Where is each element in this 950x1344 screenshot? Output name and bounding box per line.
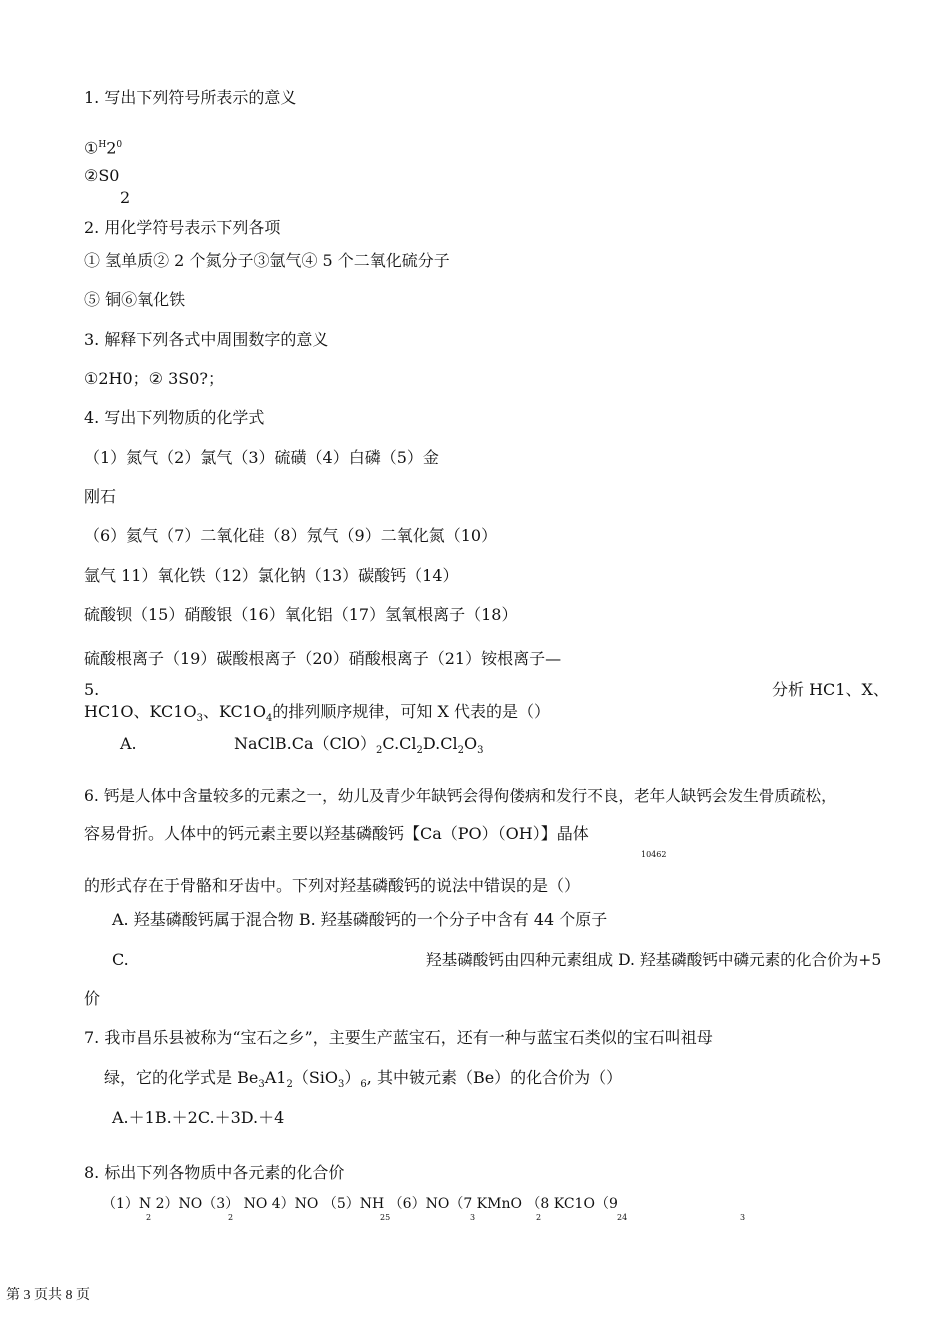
q2-line2: ⑤ 铜⑥氧化铁 bbox=[84, 290, 186, 309]
q8-title: 8. 标出下列各物质中各元素的化合价 bbox=[84, 1163, 345, 1182]
q5-opt-text: C.Cl bbox=[382, 734, 417, 753]
q1-title: 1. 写出下列符号所表示的意义 bbox=[84, 88, 297, 107]
q7-text: , 其中铍元素（Be）的化合价为（） bbox=[366, 1068, 623, 1087]
q6-line3: 的形式存在于骨骼和牙齿中。下列对羟基磷酸钙的说法中错误的是（） bbox=[84, 876, 581, 895]
q1-a-text: 2 bbox=[106, 138, 117, 158]
q7-sub: 2 bbox=[286, 1079, 293, 1091]
q5-text: 的排列顺序规律，可知 X 代表的是（） bbox=[272, 702, 550, 721]
q7-text: ） bbox=[344, 1068, 361, 1087]
q7-text: A1 bbox=[264, 1068, 287, 1087]
q8-sub: 2 bbox=[228, 1213, 234, 1222]
q6-line2: 容易骨折。人体中的钙元素主要以羟基磷酸钙【Ca（PO）（OH）】晶体 bbox=[84, 824, 589, 843]
q8-sub: 24 bbox=[617, 1213, 628, 1222]
q5-opt-sub: 2 bbox=[416, 745, 423, 757]
q7-line1: 7. 我市昌乐县被称为“宝石之乡”，主要生产蓝宝石，还有一种与蓝宝石类似的宝石叫祖母 bbox=[84, 1028, 713, 1047]
q5-opt-sub: 3 bbox=[477, 745, 484, 757]
q4-title: 4. 写出下列物质的化学式 bbox=[84, 408, 265, 427]
q1-item-a bbox=[84, 135, 122, 158]
q5-opt-text: O bbox=[463, 734, 478, 753]
q5-opt-sub: 2 bbox=[457, 745, 464, 757]
q5-number: 5. bbox=[84, 680, 100, 699]
q7-sub: 3 bbox=[338, 1079, 345, 1091]
q6-sub-digits: 10462 bbox=[641, 850, 667, 859]
q7-sub: 3 bbox=[258, 1079, 265, 1091]
q4-line: 硫酸钡（15）硝酸银（16）氧化铝（17）氢氧根离子（18） bbox=[84, 605, 518, 624]
q7-options: A.＋1B.＋2C.＋3D.＋4 bbox=[112, 1108, 285, 1127]
q1-item-b-sub: 2 bbox=[120, 188, 131, 207]
q3-title: 3. 解释下列各式中周围数字的意义 bbox=[84, 330, 329, 349]
q1-item-b: ②S0 bbox=[84, 166, 120, 185]
q4-line: 刚石 bbox=[84, 487, 117, 506]
page-footer: 第 3 页共 8 页 bbox=[6, 1288, 90, 1303]
q8-sub: 3 bbox=[470, 1213, 476, 1222]
q5-sub: 4 bbox=[266, 713, 273, 725]
q7-text: 绿，它的化学式是 Be bbox=[104, 1068, 259, 1087]
q5-option-a-label: A. bbox=[120, 734, 137, 753]
q7-line2 bbox=[104, 1068, 622, 1095]
q6-option-tail: 价 bbox=[84, 989, 101, 1008]
q6-option-cd: 羟基磷酸钙由四种元素组成 D. 羟基磷酸钙中磷元素的化合价为+5 bbox=[426, 951, 882, 969]
q5-sub: 3 bbox=[196, 713, 203, 725]
q8-sub: 2 bbox=[146, 1213, 152, 1222]
q6-line1: 6. 钙是人体中含量较多的元素之一，幼儿及青少年缺钙会得佝偻病和发行不良，老年人缺钙会发生骨质疏松， bbox=[84, 787, 837, 805]
q1-a-mark: ① bbox=[84, 138, 99, 158]
q4-line: （1）氮气（2）氯气（3）硫磺（4）白磷（5）金 bbox=[84, 448, 439, 467]
q2-line1: ① 氢单质② 2 个氮分子③氩气④ 5 个二氧化硫分子 bbox=[84, 251, 450, 270]
q8-line1: （1）N 2）NO（3） NO 4）NO （5）NH （6）NO（7 KMnO （8 KC1O（9 bbox=[102, 1196, 618, 1212]
q8-sub: 25 bbox=[380, 1213, 391, 1222]
q5-right-text: 分析 HC1、X、 bbox=[772, 680, 889, 699]
q5-line2 bbox=[84, 702, 550, 729]
q5-options bbox=[234, 734, 483, 761]
q8-sub: 3 bbox=[740, 1213, 746, 1222]
q1-a-sup: H bbox=[98, 140, 107, 150]
q5-text: HC1O、KC1O bbox=[84, 702, 197, 721]
q4-line: 硫酸根离子（19）碳酸根离子（20）硝酸根离子（21）铵根离子— bbox=[84, 649, 562, 668]
q6-option-c-label: C. bbox=[112, 950, 129, 969]
q2-title: 2. 用化学符号表示下列各项 bbox=[84, 218, 281, 237]
q8-sub: 2 bbox=[536, 1213, 542, 1222]
q5-opt-text: D.Cl bbox=[422, 734, 458, 753]
q4-line: 氩气 11）氧化铁（12）氯化钠（13）碳酸钙（14） bbox=[84, 566, 459, 585]
q7-sub: 6 bbox=[360, 1079, 367, 1091]
q5-opt-text: NaClB.Ca（ClO） bbox=[234, 734, 377, 753]
q1-a-sup2: 0 bbox=[116, 140, 123, 150]
q4-line: （6）氦气（7）二氧化硅（8）氖气（9）二氧化氮（10） bbox=[84, 526, 498, 545]
q3-line1: ①2H0；② 3S0?； bbox=[84, 369, 224, 388]
q7-text: （SiO bbox=[292, 1068, 339, 1087]
q5-opt-sub: 2 bbox=[376, 745, 383, 757]
q6-option-ab: A. 羟基磷酸钙属于混合物 B. 羟基磷酸钙的一个分子中含有 44 个原子 bbox=[112, 910, 608, 929]
q5-text: 、KC1O bbox=[202, 702, 267, 721]
